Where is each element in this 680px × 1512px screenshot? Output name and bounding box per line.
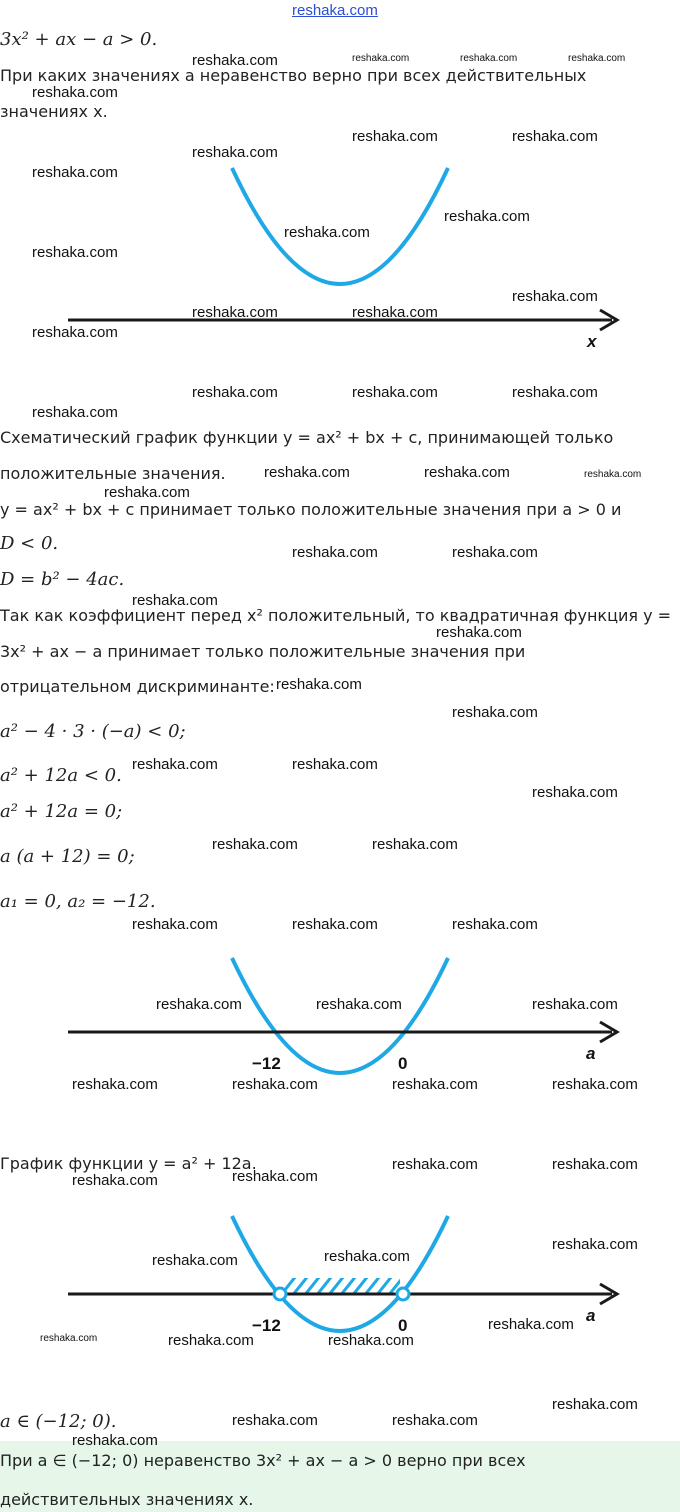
problem-question-cont: значениях x. bbox=[0, 102, 108, 121]
step-4: a (a + 12) = 0; bbox=[0, 846, 135, 867]
watermark: reshaka.com bbox=[152, 1252, 238, 1269]
watermark: reshaka.com bbox=[424, 464, 510, 481]
explanation-line-3: отрицательном дискриминанте: bbox=[0, 677, 275, 696]
watermark: reshaka.com bbox=[132, 916, 218, 933]
axis-label-a: a bbox=[586, 1044, 596, 1063]
watermark: reshaka.com bbox=[40, 1333, 98, 1344]
watermark: reshaka.com bbox=[452, 704, 538, 721]
watermark: reshaka.com bbox=[352, 53, 410, 64]
watermark: reshaka.com bbox=[460, 53, 518, 64]
tick-label-right: 0 bbox=[398, 1054, 408, 1073]
discriminant-formula: D = b² − 4ac. bbox=[0, 569, 125, 590]
watermark: reshaka.com bbox=[192, 144, 278, 161]
open-point-left bbox=[274, 1288, 286, 1300]
watermark: reshaka.com bbox=[436, 624, 522, 641]
watermark: reshaka.com bbox=[452, 544, 538, 561]
watermark: reshaka.com bbox=[392, 1412, 478, 1429]
watermark: reshaka.com bbox=[452, 916, 538, 933]
watermark: reshaka.com bbox=[552, 1156, 638, 1173]
watermark: reshaka.com bbox=[32, 84, 118, 101]
parabola-curve bbox=[232, 1216, 448, 1331]
watermark: reshaka.com bbox=[264, 464, 350, 481]
watermark: reshaka.com bbox=[512, 128, 598, 145]
watermark: reshaka.com bbox=[132, 592, 218, 609]
watermark: reshaka.com bbox=[232, 1412, 318, 1429]
watermark: reshaka.com bbox=[584, 469, 642, 480]
explanation-line-2: 3x² + ax − a принимает только положительные значения при bbox=[0, 642, 526, 661]
watermark: reshaka.com bbox=[392, 1076, 478, 1093]
watermark: reshaka.com bbox=[352, 384, 438, 401]
watermark: reshaka.com bbox=[324, 1248, 410, 1265]
watermark: reshaka.com bbox=[192, 384, 278, 401]
watermark: reshaka.com bbox=[72, 1172, 158, 1189]
problem-question: При каких значениях a неравенство верно при всех действительных bbox=[0, 66, 587, 85]
watermark: reshaka.com bbox=[32, 404, 118, 421]
watermark: reshaka.com bbox=[284, 224, 370, 241]
explanation-line-1: Так как коэффициент перед x² положительный, то квадратичная функция y = bbox=[0, 606, 672, 625]
step-2: a² + 12a < 0. bbox=[0, 765, 122, 786]
watermark: reshaka.com bbox=[352, 128, 438, 145]
watermark: reshaka.com bbox=[552, 1076, 638, 1093]
watermark: reshaka.com bbox=[72, 1076, 158, 1093]
watermark: reshaka.com bbox=[32, 244, 118, 261]
watermark: reshaka.com bbox=[192, 52, 278, 69]
step-3: a² + 12a = 0; bbox=[0, 801, 123, 822]
watermark: reshaka.com bbox=[132, 756, 218, 773]
watermark: reshaka.com bbox=[292, 544, 378, 561]
graph-parabola-above-axis bbox=[0, 150, 680, 380]
watermark: reshaka.com bbox=[512, 384, 598, 401]
axis-label-a: a bbox=[586, 1306, 596, 1325]
interval-result: a ∈ (−12; 0). bbox=[0, 1411, 117, 1432]
watermark: reshaka.com bbox=[32, 324, 118, 341]
open-point-right bbox=[397, 1288, 409, 1300]
watermark: reshaka.com bbox=[552, 1236, 638, 1253]
watermark: reshaka.com bbox=[532, 784, 618, 801]
watermark: reshaka.com bbox=[512, 288, 598, 305]
axis-label-x: x bbox=[587, 332, 597, 351]
watermark: reshaka.com bbox=[72, 1432, 158, 1449]
watermark: reshaka.com bbox=[32, 164, 118, 181]
watermark: reshaka.com bbox=[232, 1076, 318, 1093]
answer-line-2: действительных значениях x. bbox=[0, 1490, 254, 1509]
watermark: reshaka.com bbox=[372, 836, 458, 853]
caption-line-2: положительные значения. bbox=[0, 464, 226, 483]
watermark: reshaka.com bbox=[392, 1156, 478, 1173]
watermark: reshaka.com bbox=[276, 676, 362, 693]
roots: a₁ = 0, a₂ = −12. bbox=[0, 891, 156, 912]
watermark: reshaka.com bbox=[232, 1168, 318, 1185]
caption-line-1: Схематический график функции y = ax² + bx + c, принимающей только bbox=[0, 428, 614, 447]
watermark: reshaka.com bbox=[292, 916, 378, 933]
watermark: reshaka.com bbox=[316, 996, 402, 1013]
watermark: reshaka.com bbox=[168, 1332, 254, 1349]
watermark: reshaka.com bbox=[568, 53, 626, 64]
tick-label-left: −12 bbox=[252, 1054, 281, 1073]
tick-label-right: 0 bbox=[398, 1316, 408, 1335]
graph-caption: График функции y = a² + 12a. bbox=[0, 1154, 257, 1173]
watermark: reshaka.com bbox=[212, 836, 298, 853]
watermark: reshaka.com bbox=[352, 304, 438, 321]
tick-label-left: −12 bbox=[252, 1316, 281, 1335]
watermark: reshaka.com bbox=[192, 304, 278, 321]
watermark: reshaka.com bbox=[444, 208, 530, 225]
watermark: reshaka.com bbox=[552, 1396, 638, 1413]
watermark: reshaka.com bbox=[156, 996, 242, 1013]
condition-line: y = ax² + bx + c принимает только положительные значения при a > 0 и bbox=[0, 500, 622, 519]
watermark: reshaka.com bbox=[292, 756, 378, 773]
watermark: reshaka.com bbox=[488, 1316, 574, 1333]
answer-line-1: При a ∈ (−12; 0) неравенство 3x² + ax − a > 0 верно при всех bbox=[0, 1451, 526, 1470]
watermark: reshaka.com bbox=[328, 1332, 414, 1349]
watermark: reshaka.com bbox=[104, 484, 190, 501]
problem-inequality: 3x² + ax − a > 0. bbox=[0, 29, 158, 50]
site-link[interactable]: reshaka.com bbox=[292, 2, 378, 19]
watermark: reshaka.com bbox=[532, 996, 618, 1013]
condition-d: D < 0. bbox=[0, 533, 59, 554]
step-1: a² − 4 · 3 · (−a) < 0; bbox=[0, 721, 186, 742]
